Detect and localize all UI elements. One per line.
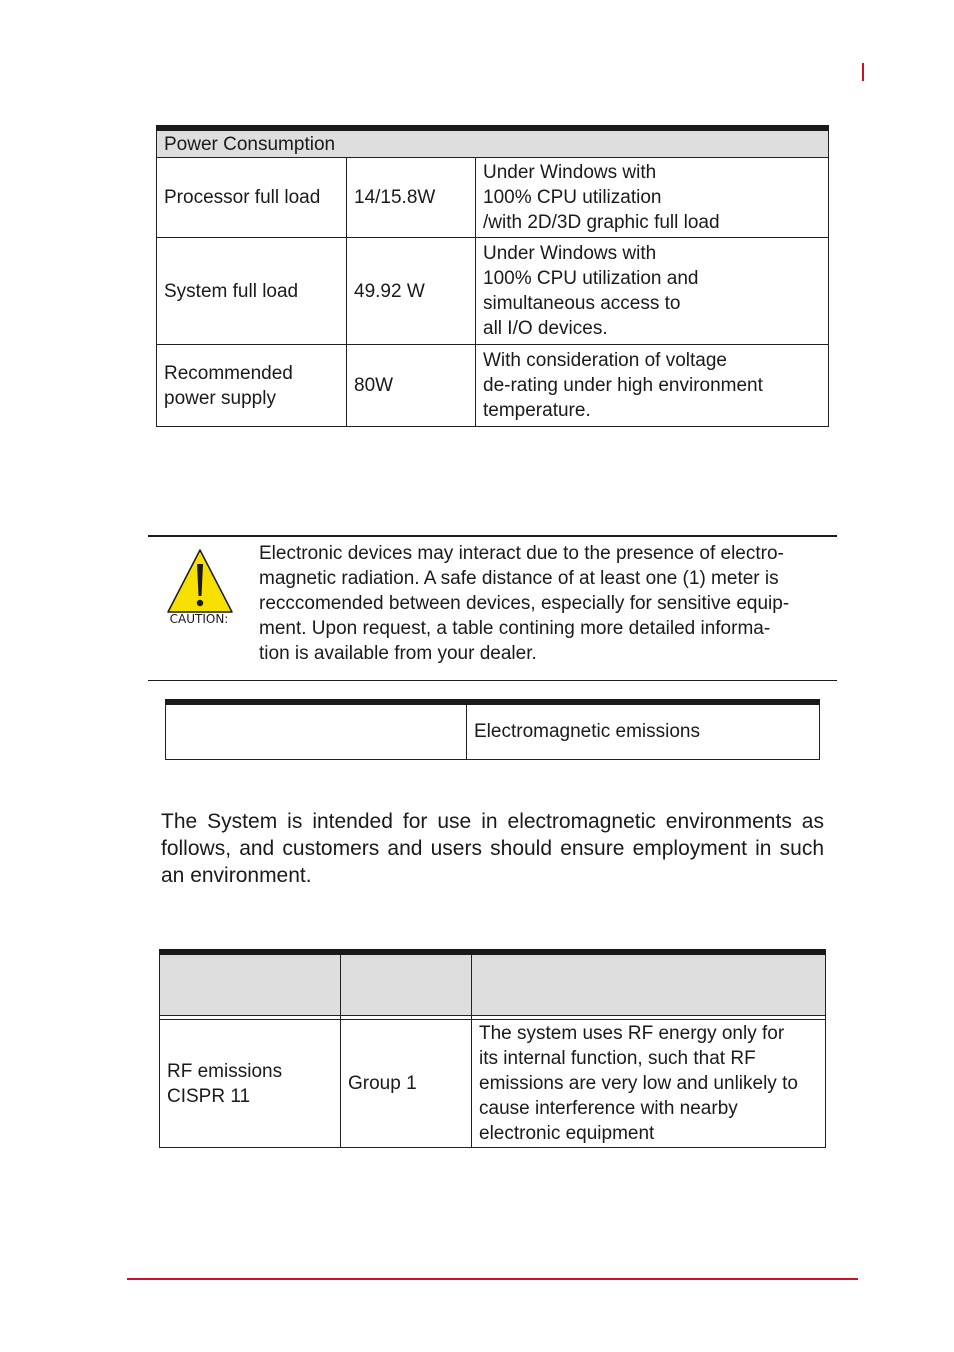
rf-item-line: RF emissions	[167, 1060, 283, 1082]
rf-header-cell	[160, 952, 341, 1016]
rf-header-cell	[472, 952, 826, 1016]
caution-line: recccomended between devices, especially for sensitive equip-	[259, 593, 790, 614]
note-line: de-rating under high environment	[483, 375, 763, 396]
note-line: With consideration of voltage	[483, 350, 727, 371]
power-row-value: 49.92 W	[347, 238, 476, 345]
power-row-note	[476, 158, 829, 238]
power-row-note	[476, 238, 829, 345]
rf-header-cell	[341, 952, 472, 1016]
caution-text	[259, 541, 827, 666]
rf-emissions-table	[159, 949, 826, 1148]
rf-desc-line: cause interference with nearby	[479, 1098, 738, 1119]
power-row-note	[476, 345, 829, 427]
power-consumption-table	[156, 125, 829, 427]
caution-top-rule	[148, 535, 837, 537]
caution-bottom-rule	[148, 680, 837, 681]
page-marker	[862, 63, 864, 81]
intro-paragraph: The System is intended for use in electromagnetic environments as follows, and customers and users should ensure employment in such an environment.	[161, 810, 824, 887]
rf-row-desc	[472, 1020, 826, 1148]
rf-desc-line: The system uses RF energy only for	[479, 1023, 785, 1044]
note-line: all I/O devices.	[483, 318, 608, 339]
power-row-item: Recommended power supply	[157, 345, 347, 427]
rf-desc-line: emissions are very low and unlikely to	[479, 1073, 798, 1094]
rf-desc-line: its internal function, such that RF	[479, 1048, 756, 1069]
power-row-value: 14/15.8W	[347, 158, 476, 238]
note-line: Under Windows with	[483, 162, 657, 183]
footer-rule	[127, 1278, 858, 1280]
caution-line: Electronic devices may interact due to the presence of electro-	[259, 543, 784, 564]
caution-icon	[166, 548, 234, 628]
caution-line: tion is available from your dealer.	[259, 643, 537, 664]
caution-line: ment. Upon request, a table contining more detailed informa-	[259, 618, 771, 639]
power-row-item: Processor full load	[157, 158, 347, 238]
note-line: temperature.	[483, 400, 591, 421]
power-table-title: Power Consumption	[157, 128, 829, 158]
note-line: Under Windows with	[483, 243, 657, 264]
rf-row-group: Group 1	[341, 1020, 472, 1148]
caution-label: CAUTION:	[169, 612, 229, 626]
emissions-title-table	[165, 699, 820, 760]
emissions-title-left	[166, 702, 467, 760]
rf-desc-line: electronic equipment	[479, 1123, 655, 1144]
rf-item-line: CISPR 11	[167, 1085, 251, 1107]
power-row-item: System full load	[157, 238, 347, 345]
emissions-title-right: Electromagnetic emissions	[467, 702, 820, 760]
note-line: /with 2D/3D graphic full load	[483, 212, 720, 233]
power-row-value: 80W	[347, 345, 476, 427]
note-line: simultaneous access to	[483, 293, 681, 314]
caution-line: magnetic radiation. A safe distance of at least one (1) meter is	[259, 568, 779, 589]
rf-row-item	[160, 1020, 341, 1148]
note-line: 100% CPU utilization and	[483, 268, 699, 289]
note-line: 100% CPU utilization	[483, 187, 662, 208]
